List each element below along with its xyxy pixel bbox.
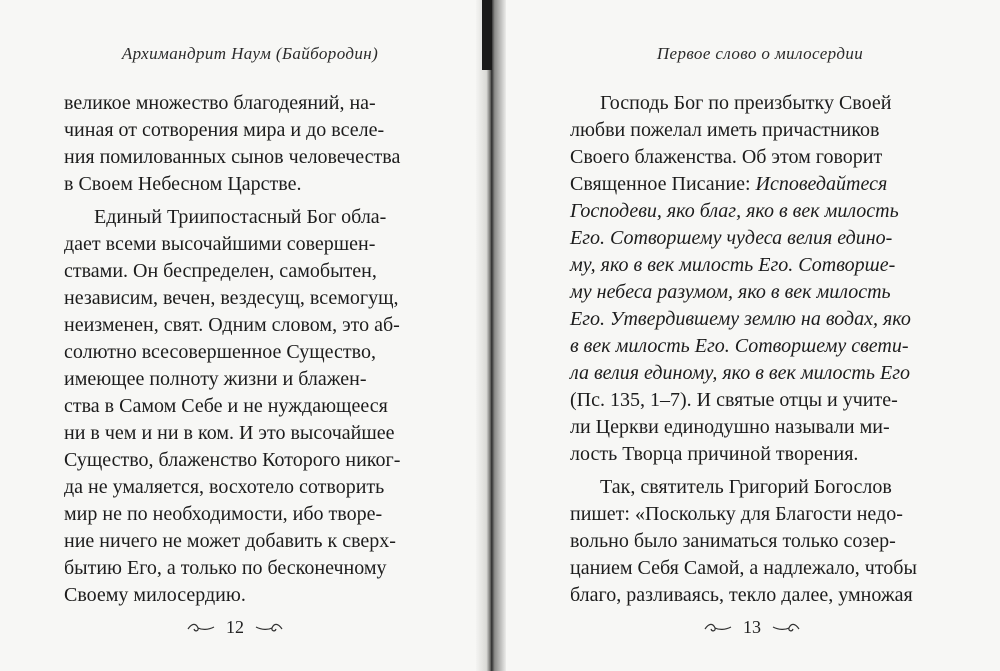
ornament-swirl-left-icon xyxy=(703,622,733,634)
text-line: ни в чем и ни в ком. И это высочайшее xyxy=(64,422,395,444)
text-line: ствами. Он беспределен, самобытен, xyxy=(64,260,377,282)
text-line: независим, вечен, вездесущ, всемогущ, xyxy=(64,287,399,309)
text-span: Священное Писание: xyxy=(570,173,756,195)
text-line: лость Творца причиной творения. xyxy=(570,443,859,465)
text-line: ние ничего не может добавить к сверх- xyxy=(64,530,396,552)
text-line: вольно было заниматься только созер- xyxy=(570,530,896,552)
text-line: цанием Себя Самой, а надлежало, чтобы xyxy=(570,557,917,579)
left-page xyxy=(0,0,488,671)
italic-quote-line: му, яко в век милость Его. Сотворше- xyxy=(570,254,896,276)
text-line: чиная от сотворения мира и до вселе- xyxy=(64,119,385,141)
text-line: в Своем Небесном Царстве. xyxy=(64,173,302,195)
gutter-shadow xyxy=(482,0,492,70)
text-line: Господь Бог по преизбытку Своей xyxy=(600,92,892,114)
right-footer xyxy=(652,617,852,638)
right-running-header: Первое слово о милосердии xyxy=(656,44,864,63)
ornament-swirl-left-icon xyxy=(186,622,216,634)
ornament-swirl-right-icon xyxy=(254,622,284,634)
text-line: бытию Его, а только по бесконечному xyxy=(64,557,387,579)
ornament-swirl-right-icon xyxy=(771,622,801,634)
text-line: Единый Триипостасный Бог обла- xyxy=(94,206,387,228)
left-body-text xyxy=(64,90,444,609)
text-line: неизменен, свят. Одним словом, это аб- xyxy=(64,314,400,336)
text-line: великое множество благодеяний, на- xyxy=(64,92,376,114)
italic-quote: Исповедайтеся xyxy=(755,173,888,195)
text-line: пишет: «Поскольку для Благости недо- xyxy=(570,503,903,525)
page-number: 13 xyxy=(743,617,761,637)
text-line: дает всеми высочайшими совершен- xyxy=(64,233,376,255)
italic-quote-line: в век милость Его. Сотворшему свети- xyxy=(570,335,909,357)
left-footer xyxy=(135,617,335,638)
text-line xyxy=(570,171,945,198)
text-line: да не умаляется, восхотело сотворить xyxy=(64,476,385,498)
right-body-text xyxy=(570,90,945,609)
text-line: имеющее полноту жизни и блажен- xyxy=(64,368,367,390)
text-line: любви пожелал иметь причастников xyxy=(570,119,880,141)
italic-quote-line: Господеви, яко благ, яко в век милость xyxy=(570,200,899,222)
text-line: благо, разливаясь, текло далее, умножая xyxy=(570,584,913,606)
italic-quote-line: му небеса разумом, яко в век милость xyxy=(570,281,891,303)
text-line: мир не по необходимости, ибо творе- xyxy=(64,503,383,525)
text-line: солютно всесовершенное Существо, xyxy=(64,341,376,363)
text-line: ния помилованных сынов человечества xyxy=(64,146,401,168)
book-gutter xyxy=(476,0,506,671)
italic-quote-line: Его. Сотворшему чудеса велия едино- xyxy=(570,227,893,249)
page-number: 12 xyxy=(226,617,244,637)
left-running-header: Архимандрит Наум (Байбородин) xyxy=(121,44,379,63)
text-line: ли Церкви единодушно называли ми- xyxy=(570,416,890,438)
text-line: Своему милосердию. xyxy=(64,584,246,606)
text-line: (Пс. 135, 1–7). И святые отцы и учите- xyxy=(570,389,898,411)
text-line: Существо, блаженство Которого никог- xyxy=(64,449,401,471)
text-line: Так, святитель Григорий Богослов xyxy=(600,476,892,498)
italic-quote-line: ла велия единому, яко в век милость Его xyxy=(570,362,910,384)
right-page xyxy=(500,0,1000,671)
italic-quote-line: Его. Утвердившему землю на водах, яко xyxy=(570,308,911,330)
text-line: Своего блаженства. Об этом говорит xyxy=(570,146,883,168)
text-line: ства в Самом Себе и не нуждающееся xyxy=(64,395,388,417)
